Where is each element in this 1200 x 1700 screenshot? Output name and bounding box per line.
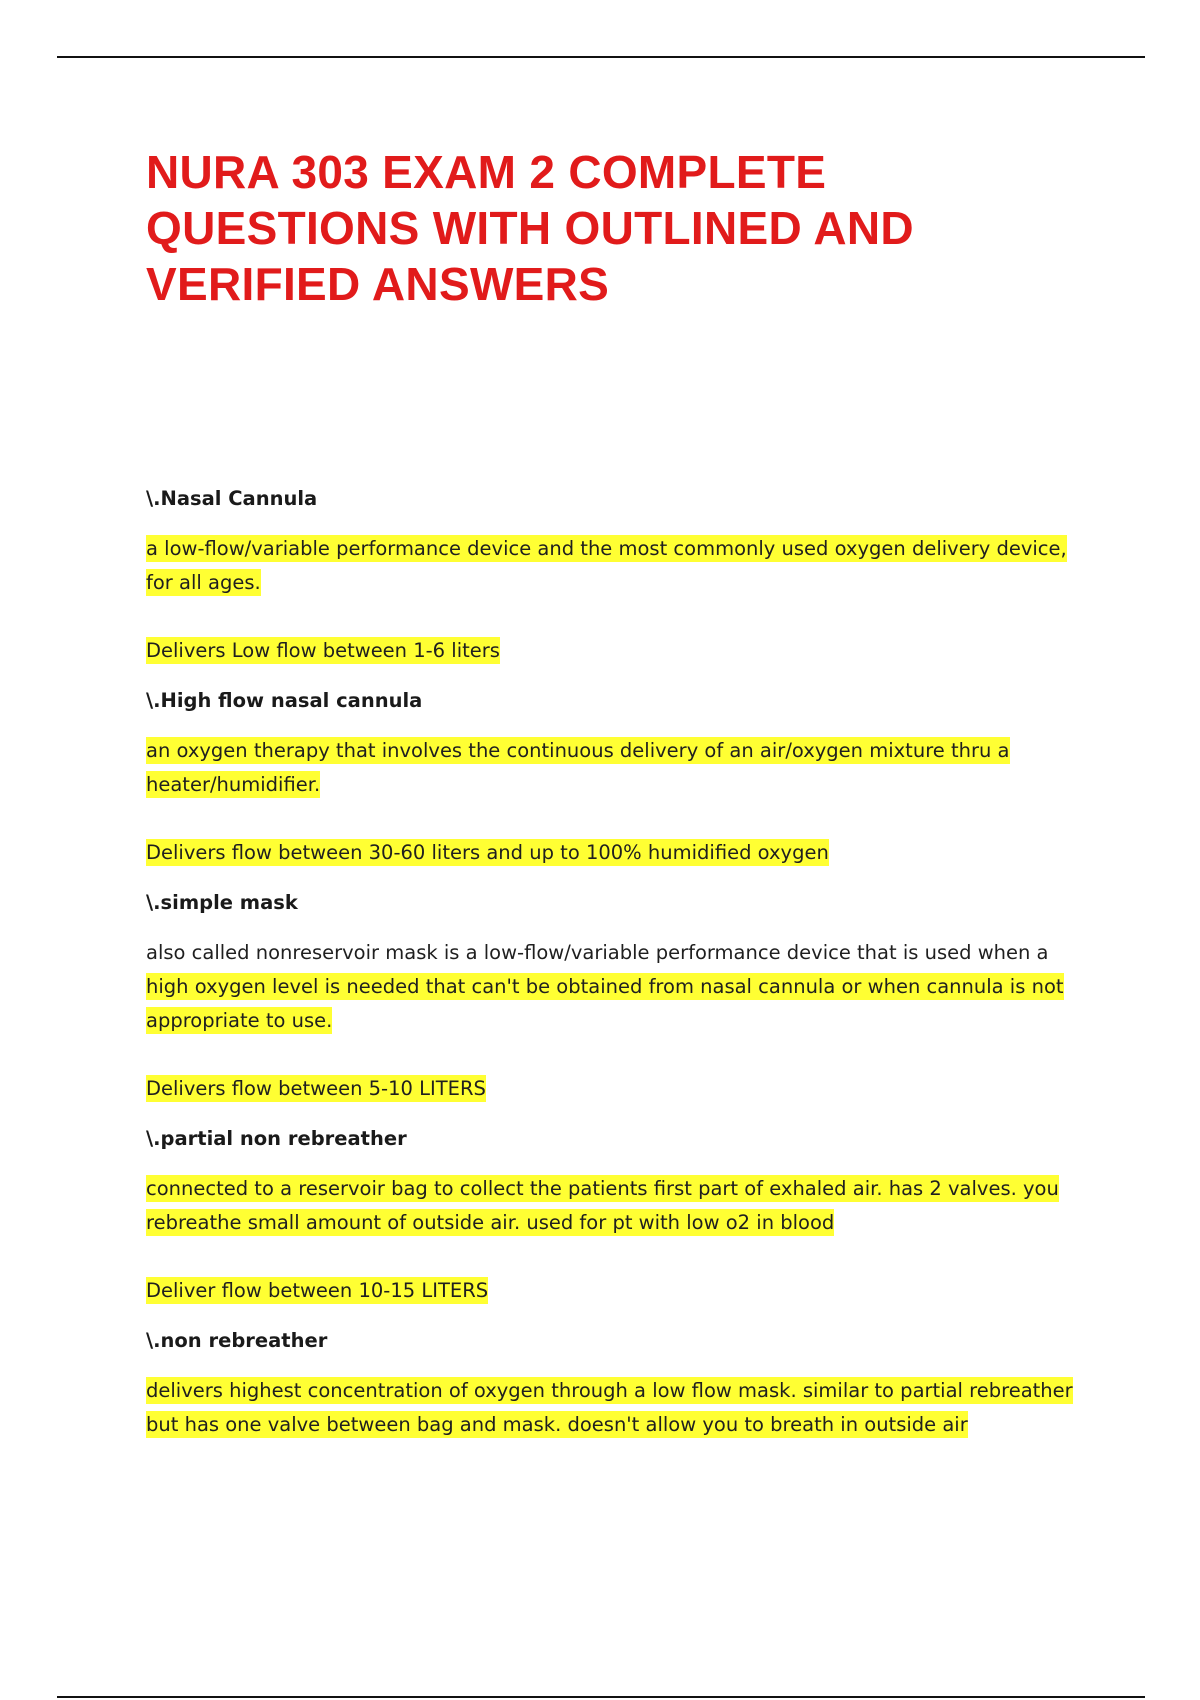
- definition-nasal-cannula: [146, 532, 1076, 600]
- flow-high-flow-nasal-cannula: [146, 836, 1076, 870]
- definition-line: an oxygen therapy that involves the continuous delivery of an air/oxygen mixture thru a: [146, 739, 1010, 762]
- term-simple-mask: \.simple mask: [146, 891, 298, 914]
- definition-line: heater/humidifier.: [146, 773, 321, 796]
- flow-text: Delivers Low flow between 1-6 liters: [146, 639, 500, 662]
- definition-line: rebreathe small amount of outside air. used for pt with low o2 in blood: [146, 1211, 835, 1234]
- flow-nasal-cannula: [146, 634, 1076, 668]
- definition-line: connected to a reservoir bag to collect the patients first part of exhaled air. has 2 valves. you: [146, 1177, 1059, 1200]
- definition-line: but has one valve between bag and mask. doesn't allow you to breath in outside air: [146, 1413, 968, 1436]
- definition-line: for all ages.: [146, 571, 261, 594]
- flow-text: Delivers flow between 5-10 LITERS: [146, 1077, 486, 1100]
- definition-simple-mask: [146, 936, 1076, 1038]
- document-title: [146, 144, 1046, 312]
- definition-line: appropriate to use.: [146, 1009, 333, 1032]
- flow-text: Deliver flow between 10-15 LITERS: [146, 1279, 489, 1302]
- title-line-1: NURA 303 EXAM 2 COMPLETE: [146, 146, 827, 198]
- definition-line-plain: also called nonreservoir mask is a low-flow/variable performance device that is used when a: [146, 941, 1049, 964]
- term-partial-non-rebreather: \.partial non rebreather: [146, 1127, 407, 1150]
- title-line-2: QUESTIONS WITH OUTLINED AND: [146, 202, 914, 254]
- flow-simple-mask: [146, 1072, 1076, 1106]
- flow-partial-non-rebreather: [146, 1274, 1076, 1308]
- definition-high-flow-nasal-cannula: [146, 734, 1076, 802]
- qa-list: [146, 482, 1076, 1476]
- bottom-rule: [57, 1696, 1145, 1698]
- term-nasal-cannula: \.Nasal Cannula: [146, 487, 318, 510]
- top-rule: [57, 56, 1145, 58]
- flow-text: Delivers flow between 30-60 liters and up to 100% humidified oxygen: [146, 841, 829, 864]
- term-high-flow-nasal-cannula: \.High flow nasal cannula: [146, 689, 423, 712]
- title-line-3: VERIFIED ANSWERS: [146, 258, 610, 310]
- definition-line: high oxygen level is needed that can't be obtained from nasal cannula or when cannula is not: [146, 975, 1064, 998]
- term-non-rebreather: \.non rebreather: [146, 1329, 328, 1352]
- definition-partial-non-rebreather: [146, 1172, 1076, 1240]
- definition-line: a low-flow/variable performance device and the most commonly used oxygen delivery device,: [146, 537, 1067, 560]
- definition-non-rebreather: [146, 1374, 1076, 1442]
- definition-line: delivers highest concentration of oxygen through a low flow mask. similar to partial rebreather: [146, 1379, 1073, 1402]
